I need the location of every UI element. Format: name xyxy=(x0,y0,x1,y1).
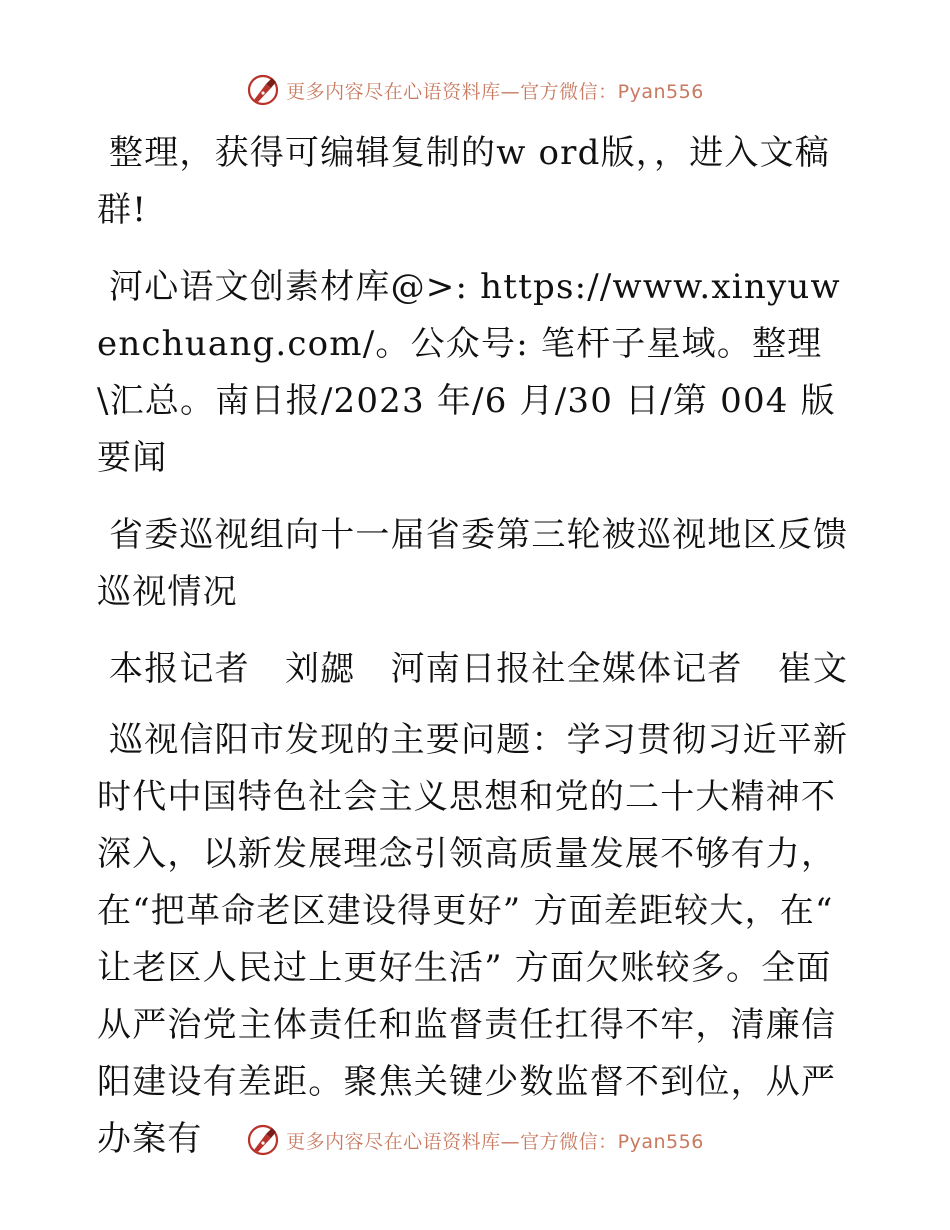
paragraph-intro: 整理，获得可编辑复制的w ord版，，进入文稿群! xyxy=(97,133,830,230)
banner-text: 更多内容尽在心语资料库—官方微信：Pyan556 xyxy=(286,80,704,103)
document-body xyxy=(97,125,857,1188)
paragraph-source: 河心语文创素材库@>: https://www.xinyuwenchuang.com/。公众号: 笔杆子星域。整理\汇总。南日报/2023 年/6 月/30 日/第 004 版要闻 xyxy=(97,267,841,478)
pen-nib-logo-icon xyxy=(246,1123,280,1157)
article-body-paragraph: 巡视信阳市发现的主要问题：学习贯彻习近平新时代中国特色社会主义思想和党的二十大精神不深入，以新发展理念引领高质量发展不够有力，在“把革命老区建设得更好” 方面差距较大，在“ 让老区人民过上更好生活” 方面欠账较多。全面从严治党主体责任和监督责任扛得不牢，清廉信阳建设有差距。聚焦关键少数监督不到位，从严办案有 xyxy=(97,720,849,1159)
footer-banner xyxy=(0,1120,950,1160)
article-byline: 本报记者 刘勰 河南日报社全媒体记者 崔文 xyxy=(109,649,849,689)
article-headline: 省委巡视组向十一届省委第三轮被巡视地区反馈巡视情况 xyxy=(97,515,849,612)
header-banner xyxy=(0,70,950,110)
banner-text: 更多内容尽在心语资料库—官方微信：Pyan556 xyxy=(286,1130,704,1153)
pen-nib-logo-icon xyxy=(246,73,280,107)
